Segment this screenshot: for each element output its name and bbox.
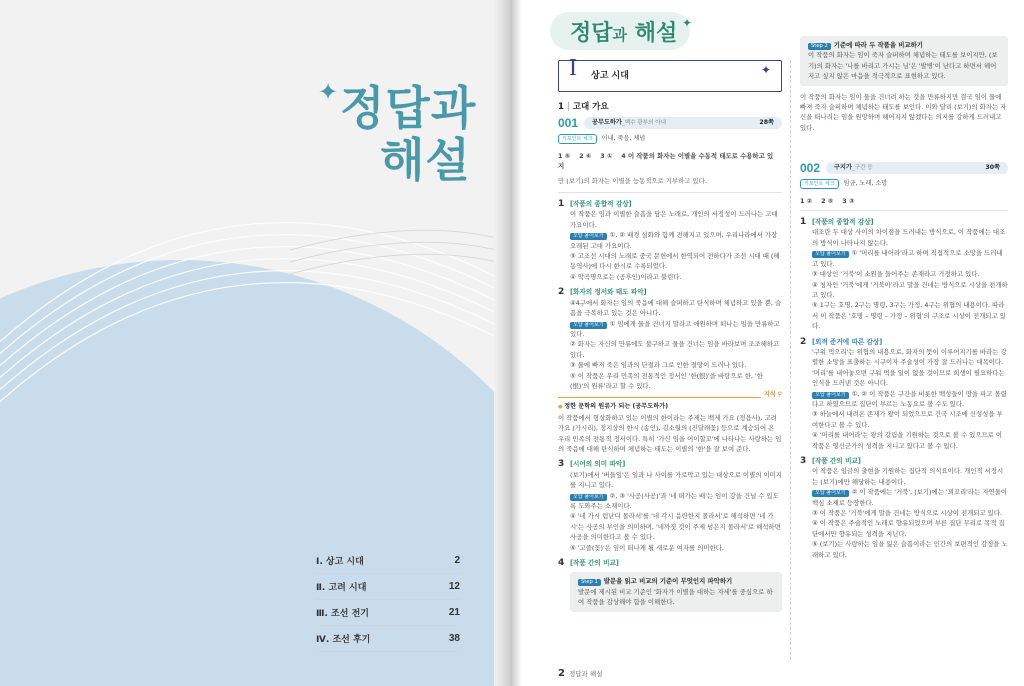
divider-line — [558, 192, 782, 193]
step-title: 발문을 읽고 비교의 기준이 무엇인지 파악하기 — [603, 577, 733, 586]
question-2 — [800, 337, 1008, 451]
footer-label: 정답과 해설 — [568, 670, 603, 678]
wrong-answer-tag: 오답 풀어보기 — [812, 251, 849, 258]
question-number: 2 — [558, 287, 565, 298]
explanation: ④ 청자인 '거북'에게 '거북아'라고 말을 건네는 방식으로 시상을 전개하고 있다. — [812, 280, 1008, 299]
cover-title-line2: 해설 — [380, 133, 471, 187]
column-divider — [790, 60, 791, 660]
divider-line — [800, 210, 1008, 211]
note-label — [761, 390, 782, 400]
answer: 2 ⑤ — [821, 196, 834, 205]
book-spine — [494, 0, 512, 686]
lightbulb-icon: ⚲ — [777, 391, 782, 399]
item-number: 002 — [800, 161, 821, 176]
question-title: [화자의 정서와 태도 파악] — [570, 288, 647, 297]
explanation: ⑤ 1구는 호명, 2구는 명령, 3구는 가정, 4구는 위협의 내용이다. 따라서 이 작품은 '호명 – 명령 – 가정 – 위협'의 구조로 시상이 전개되고 있다. — [812, 301, 1006, 331]
sparkle-icon: ✦ — [760, 63, 771, 77]
section-number: 1 — [558, 102, 564, 112]
question-number: 3 — [558, 459, 565, 470]
keyword-badge: 키포인트 체크 — [800, 179, 839, 189]
right-column — [800, 32, 1008, 560]
section-heading: 1 | 고대 가요 — [558, 102, 609, 112]
toc-item-label: Ⅲ. 조선 전기 — [316, 609, 369, 619]
answer: 1 ⑤ — [558, 151, 571, 160]
question-title: [작품 간의 비교] — [812, 457, 861, 465]
step-body: 발문에 제시된 비교 기준인 '화자가 이별을 대하는 자세'를 중심으로 하여 작품을 감상해야 함을 이해한다. — [578, 587, 773, 607]
unit-title-box — [558, 55, 782, 92]
question-title: [작품의 종합적 감상] — [570, 200, 632, 209]
cover-title — [340, 82, 476, 186]
explanation: ④ 이 작품은 주술적인 노래로 향유되었으며 부른 집단 무리로 목적 집단에서만 향유되는 성격을 지닌다. — [812, 519, 1005, 538]
cover-title-line1: 정답과 — [340, 81, 477, 135]
header-title-a: 정답 — [570, 21, 613, 46]
question-1 — [558, 199, 782, 282]
question-number: 1 — [800, 217, 807, 228]
answer-continuation: 만 (보기)의 화자는 이별을 능동적으로 거부하고 있다. — [558, 176, 707, 185]
toc-item-label: Ⅱ. 고려 시대 — [316, 583, 367, 593]
explanation: '구워 먹으리'는 위협의 내용으로, 화자의 뜻이 이루어지기를 바라는 강렬한 소망을 표출하는 시구이자 주술성이 가장 잘 드러나는 대목이다. '머리'를 내어놓으면 구워 먹을 일이 없을 것이므로 희생이 필요하다는 인식을 드러낸 것은 아니다. — [812, 347, 1007, 388]
header-title-c: 해설 — [634, 21, 678, 46]
explanation: (보기)에서 '버들잎'은 임과 나 사이를 가로막고 있는 대상으로 이별의 이미지를 지니고 있다. — [570, 470, 782, 490]
explanation: ④ '머리를 내어라'는 왕의 강림을 기원하는 것으로 볼 수 있으므로 이 작품은 영신군가의 성격을 지니고 있다고 볼 수 있다. — [812, 431, 1003, 450]
question-number: 3 — [800, 456, 807, 466]
question-title: [작품의 종합적 감상] — [812, 218, 874, 227]
explanation: 이 작품은 임과 이별한 슬픔을 담은 노래로, 개인의 서정성이 드러나는 고대 가요이다. — [570, 210, 778, 229]
toc-item[interactable] — [316, 548, 460, 574]
toc-item-label: Ⅰ. 상고 시대 — [316, 557, 364, 567]
page-footer — [558, 668, 602, 679]
step-box — [800, 36, 1008, 86]
wrong-answer-tag: 오답 풀어보기 — [570, 233, 607, 240]
item-title-bar — [584, 117, 782, 129]
toc-item[interactable] — [316, 626, 460, 652]
answer: 1 ② — [800, 196, 813, 205]
answer: 3 ① — [600, 151, 613, 160]
keyword-badge: 키포인트 체크 — [558, 134, 597, 144]
item-pages: 28쪽 — [759, 119, 774, 127]
step-badge: Step 1 — [578, 579, 601, 586]
keyword-row — [558, 134, 782, 144]
explanation: ⑤ 이 작품은 우리 민족의 전통적인 정서인 '한(恨)'을 바탕으로 한, '한(恨)'의 원류'라고 할 수 있다. — [570, 371, 763, 390]
unit-roman-numeral: I — [569, 55, 577, 81]
explanation: ⑤ '고즐(꽃)'은 임이 떠나게 될 새로운 여자를 의미한다. — [570, 543, 724, 552]
explanation: ④ 악곡명으로는 (공후인)이라고 불린다. — [570, 272, 682, 281]
explanation: ② 화자는 자신의 만류에도 불구하고 물을 건너는 임을 바라보며 조조해하고 있다. — [570, 340, 780, 359]
unit-name: 상고 시대 — [591, 71, 629, 81]
question-4 — [558, 558, 782, 612]
page-number: 2 — [558, 668, 565, 679]
item-author: _백수 광부의 아내 — [621, 120, 667, 127]
item-pages: 30쪽 — [985, 164, 1000, 172]
toc-item-page: 21 — [448, 607, 460, 618]
item-header-002 — [800, 161, 1008, 175]
sparkle-icon: ✦ — [682, 16, 693, 30]
answer-key — [558, 151, 782, 172]
note-heading: ● 정한 문학의 원류가 되는 (공무도하가) — [558, 402, 782, 412]
page-gutter — [512, 0, 522, 686]
explanation: 이 작품은 임금의 출현을 기원하는 집단적 의식요이다. 개인적 서정시는 (보기)에만 해당하는 내용이다. — [812, 467, 1004, 486]
explanation: ②, ③ '사공(사공)'과 '네 떠가는 배'는 임이 강을 건널 수 있도록 도와주는 소재이다. — [570, 491, 779, 510]
step-box — [570, 572, 782, 611]
explanation: ④ '네 가시 럼난디 몰라서'를 '네 각시 음란한지 몰라서'로 해석하면 '네 가시'는 사공의 부인을 의미하며, '네까짓 것이 주제 넘은지 몰라서'로 해석하면 사공을 의미한다고 볼 수 있다. — [570, 512, 781, 542]
step-badge: Step 2 — [808, 43, 831, 50]
question-number: 1 — [558, 199, 565, 210]
question-3 — [558, 459, 782, 553]
item-title: 구지가 — [834, 164, 852, 172]
question-title: [작품 간의 비교] — [570, 559, 619, 568]
sparkle-icon: ✦ — [318, 78, 339, 106]
toc-item-page: 2 — [454, 555, 460, 566]
step-title: 기준에 따라 두 작품을 비교하기 — [833, 41, 923, 49]
explanation: ① '머리를 내어라'라고 하며 직접적으로 소망을 드러내고 있다. — [812, 249, 1003, 268]
answer-page — [512, 0, 1024, 686]
explanation: ③ 물에 빠져 죽은 임과의 단절과 그로 인한 절망이 드러나 있다. — [570, 361, 747, 370]
item-number: 001 — [558, 116, 579, 131]
note-label-text: 지식 — [763, 391, 776, 399]
keyword-list: 이내, 죽음, 체념 — [601, 135, 646, 143]
wrong-answer-tag: 오답 풀어보기 — [570, 322, 607, 329]
question-number: 4 — [558, 558, 565, 569]
question-3 — [800, 456, 1008, 560]
explanation: ③ 이 작품은 '거북'에게 말을 건네는 방식으로 시상이 전개되고 있다. — [812, 509, 1003, 518]
question-2 — [558, 287, 782, 391]
explanation: 대조란 두 대상 사이의 차이점을 드러내는 방식으로, 이 작품에는 대조의 방식이 나타나지 않는다. — [812, 228, 1006, 247]
knowledge-note — [558, 391, 782, 454]
explanation: ① 임에게 물을 건너지 말라고 애원하며 떠나는 임을 만류하고 있다. — [570, 319, 780, 338]
answer: 4 이 작품의 화자는 이별을 수동적 태도로 수용하고 있지 — [558, 151, 774, 171]
keyword-row — [800, 179, 1008, 189]
item-header-001 — [558, 116, 782, 130]
answer: 3 ③ — [842, 196, 855, 205]
explanation: ② 이 작품에는 '거북', (보기)에는 '꾀꼬리'라는 자연물이 핵심 소재로 등장한다. — [812, 488, 1008, 507]
explanation: ⑤ (보기)는 사랑하는 임을 잃은 슬픔이라는 인간의 보편적인 감정을 노래하고 있다. — [812, 540, 1008, 559]
keyword-list: 임금, 노래, 소망 — [843, 180, 888, 188]
toc-item[interactable] — [316, 574, 460, 600]
explanation: ④4구에서 화자는 임의 죽음에 대해 슬퍼하고 탄식하며 체념하고 있을 뿐, 슬픔을 극복하고 있는 것은 아니다. — [570, 298, 782, 318]
explanation: ①, ② 배경 설화와 함께 전해지고 있으며, 우리나라에서 가장 오래된 고대 가요이다. — [570, 231, 778, 250]
section-name: 고대 가요 — [572, 102, 609, 112]
table-of-contents — [316, 548, 460, 652]
answer: 2 ④ — [579, 151, 592, 160]
explanation: ③ 하늘에서 내려온 존재가 왕이 되었으므로 건국 시조에 신성성을 부여한다고 볼 수 있다. — [812, 410, 1003, 429]
question-1 — [800, 217, 1008, 331]
model-answer: 이 작품의 화자는 임이 물을 건너려 하는 것을 만류하지만 결국 임이 물에 빠져 죽자 슬퍼하며 체념하는 태도를 보인다. 이와 달리 (보기)의 화자는 자신을 떠나려는 임을 원망하며 헤어지지 않겠다는 의지를 강하게 드러내고 있다. — [800, 92, 1007, 132]
question-number: 2 — [800, 336, 807, 347]
question-title: [시어의 의미 파악] — [570, 460, 626, 469]
question-title: [외적 준거에 따른 감상] — [812, 337, 883, 346]
explanation: ①, ② 이 작품은 구간을 비롯한 백성들이 땅을 파고 몰렸다고 하였으므로 집단이 부르는 노동요로 볼 수도 있다. — [812, 389, 1007, 408]
wrong-answer-tag: 오답 풀어보기 — [570, 494, 607, 501]
answer-key — [800, 196, 1008, 206]
item-author: _구간 등 — [851, 165, 873, 172]
note-body: 이 작품에서 형상화하고 있는 이별의 한이라는 주제는 백제 가요 (정읍사), 고려 가요 (가시리), 정지상의 한시 (송인), 김소월의 (진달래꽃) 등으로 계승되어 온 우리 민족의 전통적 정서이다. 특히 '가신 임을 어이할꼬'에 나타나는 사랑하는 임의 죽음에 대해 탄식하며 체념하는 태도는 이별의 '한'을 잘 보여 준다. — [558, 413, 782, 453]
wrong-answer-tag: 오답 풀어보기 — [812, 392, 849, 399]
item-title: 공무도하가 — [592, 119, 622, 127]
header-title — [570, 16, 677, 47]
toc-item-page: 12 — [448, 581, 460, 592]
header-title-b: 과 — [612, 26, 628, 44]
toc-item[interactable] — [316, 600, 460, 626]
step-body: 이 작품의 화자는 임이 죽자 슬퍼하며 체념하는 태도를 보이지만, (보기)의 화자는 '나를 바리고 가시는 님'은 '발병'이 난다고 하면서 헤어지고 싶지 않은 마음을 적극적으로 표현하고 있다. — [808, 51, 998, 81]
toc-item-label: Ⅳ. 조선 후기 — [316, 635, 371, 645]
explanation: ③ 고조선 시대의 노래로 중국 문헌에서 한역되어 전하다가 조선 시대 때 (해동역사)에 다시 한시로 수록되었다. — [570, 252, 780, 271]
left-column — [558, 55, 782, 612]
toc-item-page: 38 — [448, 633, 460, 644]
item-title-bar — [826, 162, 1008, 174]
wrong-answer-tag: 오답 풀어보기 — [812, 490, 849, 497]
explanation: ③ 대상인 '거북'이 소원을 들어주는 존재라고 가정하고 있다. — [812, 270, 980, 279]
